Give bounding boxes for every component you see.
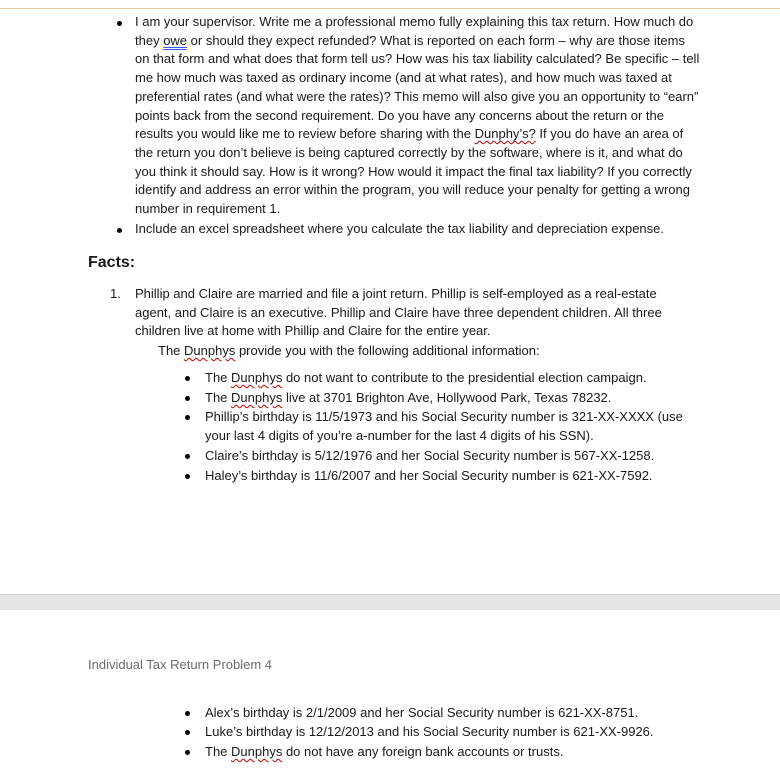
page-break bbox=[0, 594, 780, 611]
list-item: Alex’s birthday is 2/1/2009 and her Social Security number is 621-XX-8751. bbox=[205, 705, 639, 720]
list-item: Claire’s birthday is 5/12/1976 and her Social Security number is 567-XX-1258. bbox=[205, 448, 655, 463]
page-header-title: Individual Tax Return Problem 4 bbox=[88, 657, 273, 672]
bullet-marker bbox=[117, 228, 122, 233]
list-item: Phillip’s birthday is 11/5/1973 and his Social Security number is 321-XX-XXXX (use your last 4 digits of you’re a-number for the last 4 digits of his SSN). bbox=[205, 409, 683, 443]
bullet-marker bbox=[185, 454, 190, 459]
bullet-marker bbox=[185, 415, 190, 420]
bullet-marker bbox=[185, 474, 190, 479]
memo-text-owe: owe bbox=[163, 32, 188, 48]
facts-intro-paragraph: Phillip and Claire are married and file a joint return. Phillip is self-employed as a real-estate agent, and Claire is an executive. Phillip and Claire have three dependent children. All three children live at home with Phillip and Claire for the entire year. bbox=[135, 286, 662, 339]
previous-page-edge bbox=[0, 0, 780, 9]
bullet-marker bbox=[185, 376, 190, 381]
bullet-marker bbox=[185, 711, 190, 716]
bullet-marker bbox=[185, 396, 190, 401]
bullet-marker bbox=[185, 750, 190, 755]
list-item: Haley’s birthday is 11/6/2007 and her Social Security number is 621-XX-7592. bbox=[205, 468, 653, 483]
additional-info-line: The Dunphys provide you with the following additional information: bbox=[158, 343, 540, 358]
facts-heading: Facts: bbox=[88, 254, 136, 271]
list-number: 1. bbox=[110, 286, 121, 301]
list-item: The Dunphys do not have any foreign bank accounts or trusts. bbox=[205, 744, 564, 759]
memo-text-part3: If you do have an area of the return you don’t believe is being captured correctly by the software, where is it, and what do you think it should say. How is it wrong? How would it impact the final tax liability? If you correctly identify and address an error within the program, you will reduce your penalty for getting a wrong number in requirement 1. bbox=[135, 126, 692, 217]
list-item: The Dunphys live at 3701 Brighton Ave, Hollywood Park, Texas 78232. bbox=[205, 390, 612, 405]
list-item: The Dunphys do not want to contribute to the presidential election campaign. bbox=[205, 370, 647, 385]
memo-text-dunphys: Dunphy’s? bbox=[474, 126, 536, 142]
document-page-1 bbox=[0, 9, 780, 594]
excel-requirement-bullet: Include an excel spreadsheet where you calculate the tax liability and depreciation expense. bbox=[135, 221, 665, 236]
document-page-2 bbox=[0, 610, 780, 777]
memo-text-part2: or should they expect refunded? What is reported on each form – why are those items on that form and what does that form tell us? How was his tax liability calculated? Be specific – tell me how much was taxed as ordinary income (and at what rates), and how much was taxed at preferential rates (and what were the rates)? This memo will also give you an opportunity to “earn” points back from the second requirement. Do you have any concerns about the return or the results you would like me to review before sharing with the bbox=[135, 32, 700, 142]
list-item: Luke’s birthday is 12/12/2013 and his Social Security number is 621-XX-9926. bbox=[205, 724, 654, 739]
bullet-marker bbox=[117, 21, 122, 26]
memo-requirement-bullet bbox=[135, 13, 700, 219]
bullet-marker bbox=[185, 730, 190, 735]
memo-text-part1: I am your supervisor. Write me a professional memo fully explaining this tax return. How much do they bbox=[135, 14, 694, 48]
